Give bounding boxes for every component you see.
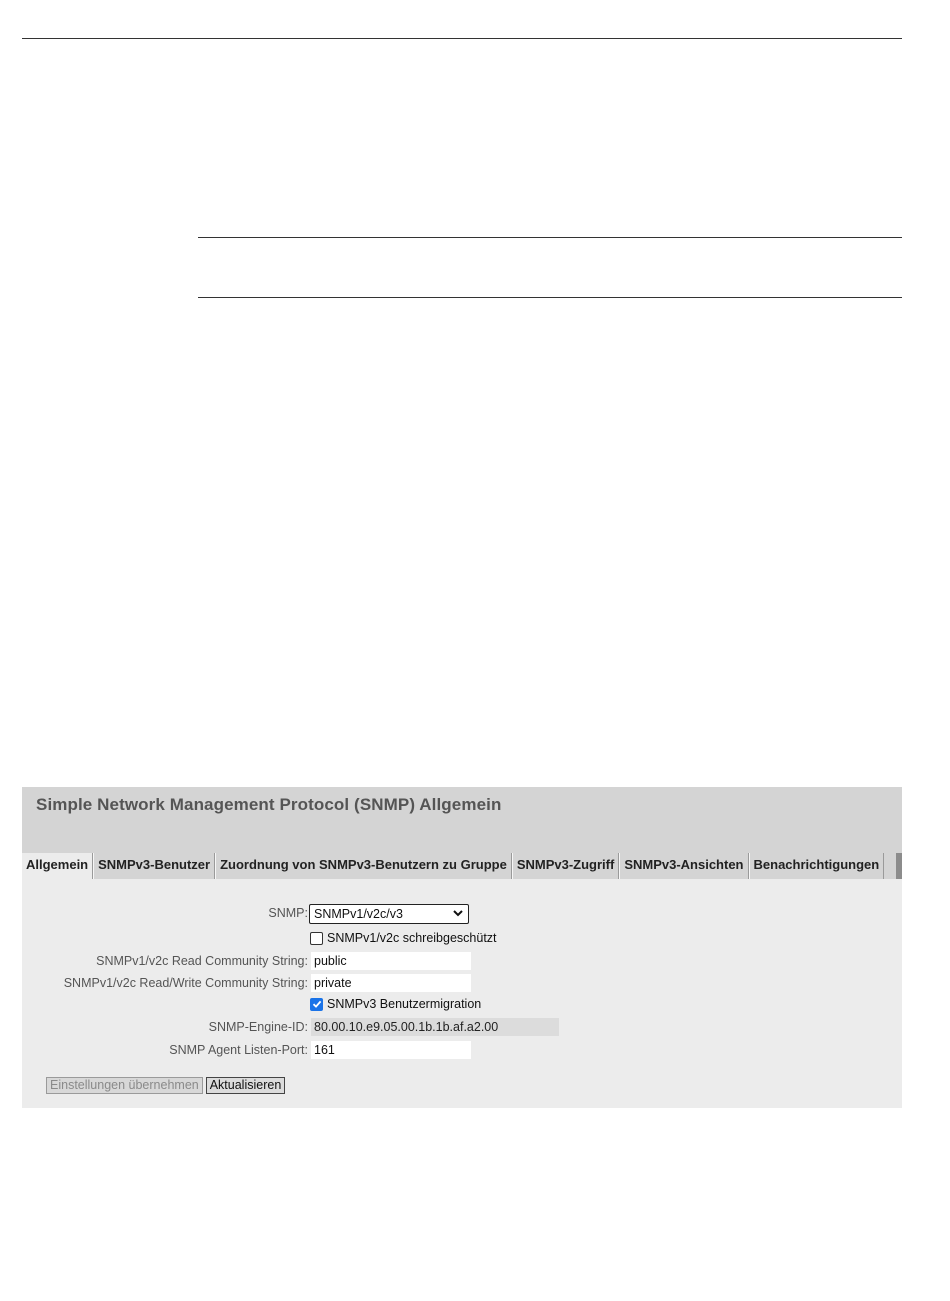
migration-checkbox-label: SNMPv3 Benutzermigration xyxy=(327,997,482,1011)
button-bar xyxy=(46,1077,285,1094)
snmp-settings-panel xyxy=(22,787,902,1108)
snmp-version-select[interactable] xyxy=(309,904,469,924)
migration-row xyxy=(22,996,902,1016)
snmp-row xyxy=(22,904,902,924)
page-title: Simple Network Management Protocol (SNMP) Allgemein xyxy=(36,795,502,814)
tab-snmpv3-zugriff[interactable]: SNMPv3-Zugriff xyxy=(512,853,620,879)
tab-bar xyxy=(22,853,902,879)
note-bottom-rule xyxy=(198,297,902,298)
engine-id-value: 80.00.10.e9.05.00.1b.1b.af.a2.00 xyxy=(311,1018,559,1036)
readonly-checkbox-label: SNMPv1/v2c schreibgeschützt xyxy=(327,931,497,945)
snmp-version-value: SNMPv1/v2c/v3 xyxy=(314,907,403,921)
migration-checkbox-wrap xyxy=(310,997,481,1011)
engine-id-label: SNMP-Engine-ID: xyxy=(208,1020,308,1034)
panel-header xyxy=(22,787,902,853)
tab-allgemein[interactable]: Allgemein xyxy=(22,853,93,879)
tab-scroll-edge xyxy=(896,853,902,879)
tab-snmpv3-benutzer[interactable]: SNMPv3-Benutzer xyxy=(93,853,215,879)
rw-community-input[interactable] xyxy=(311,974,471,992)
apply-settings-button[interactable]: Einstellungen übernehmen xyxy=(46,1077,203,1094)
rw-community-label: SNMPv1/v2c Read/Write Community String: xyxy=(63,976,308,990)
note-top-rule xyxy=(198,237,902,238)
tab-bar-filler xyxy=(884,853,896,879)
readonly-checkbox[interactable] xyxy=(310,932,323,945)
readonly-checkbox-wrap xyxy=(310,931,497,945)
read-community-row xyxy=(22,952,902,972)
snmp-label: SNMP: xyxy=(268,906,308,920)
rw-community-row xyxy=(22,974,902,994)
read-community-input[interactable] xyxy=(311,952,471,970)
tab-snmpv3-ansichten[interactable]: SNMPv3-Ansichten xyxy=(619,853,748,879)
engine-id-row xyxy=(22,1018,902,1038)
checkmark-icon xyxy=(312,999,322,1009)
readonly-row xyxy=(22,930,902,950)
page-top-rule xyxy=(22,38,902,39)
tab-zuordnung-gruppe[interactable]: Zuordnung von SNMPv3-Benutzern zu Gruppe xyxy=(215,853,512,879)
tab-benachrichtigungen[interactable]: Benachrichtigungen xyxy=(749,853,885,879)
listen-port-input[interactable] xyxy=(311,1041,471,1059)
migration-checkbox[interactable] xyxy=(310,998,323,1011)
listen-port-label: SNMP Agent Listen-Port: xyxy=(169,1043,308,1057)
chevron-down-icon xyxy=(452,906,464,923)
read-community-label: SNMPv1/v2c Read Community String: xyxy=(96,954,308,968)
listen-port-row xyxy=(22,1041,902,1061)
refresh-button[interactable]: Aktualisieren xyxy=(206,1077,286,1094)
